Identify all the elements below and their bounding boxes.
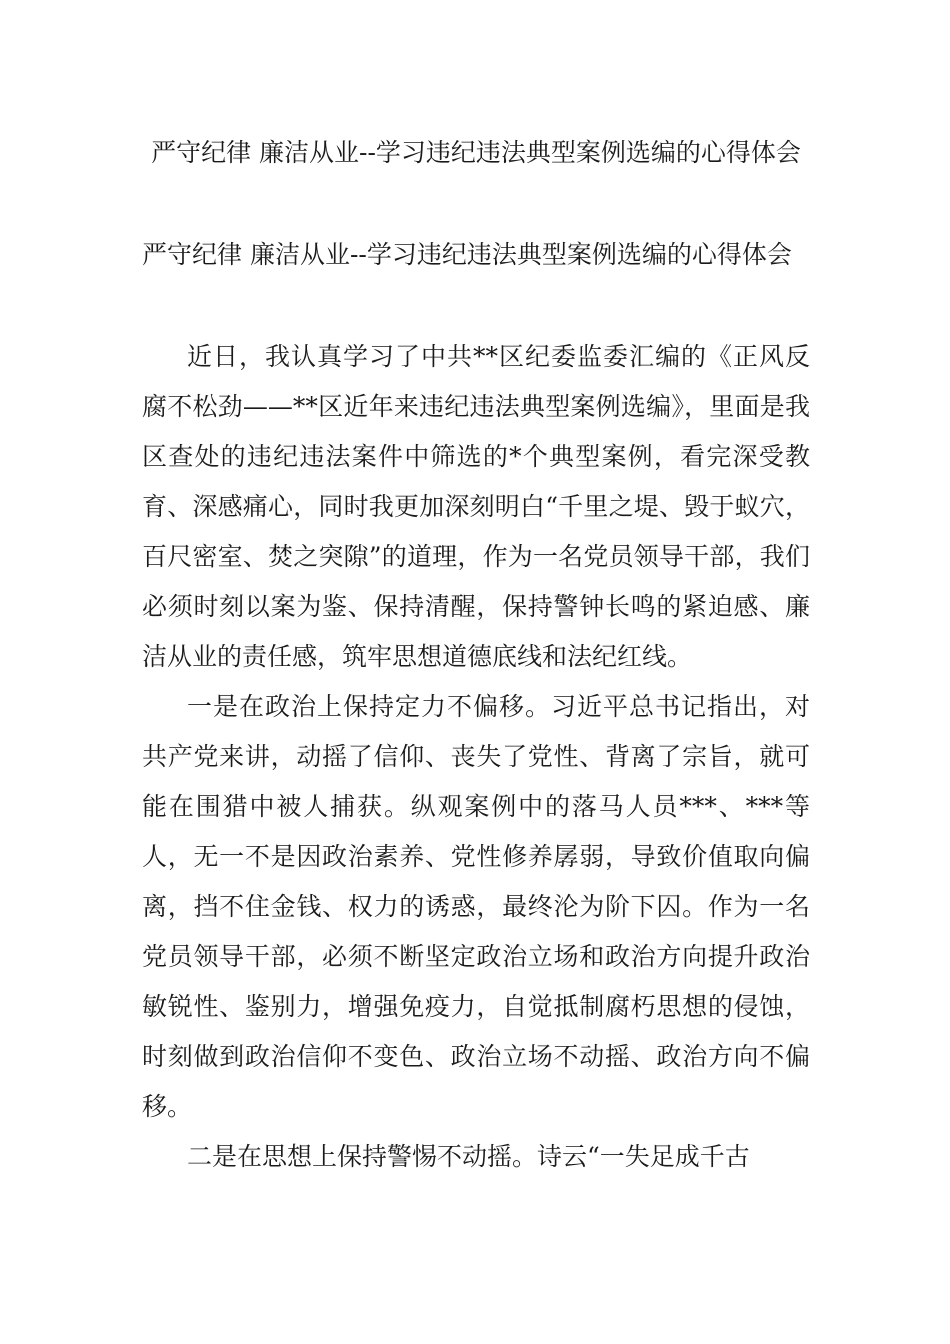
paragraph-point-one: 一是在政治上保持定力不偏移。习近平总书记指出，对共产党来讲，动摇了信仰、丧失了党性、背离了宗旨，就可能在围猎中被人捕获。纵观案例中的落马人员***、***等人，无一不是因政治素养、党性修养孱弱，导致价值取向偏离，挡不住金钱、权力的诱惑，最终沦为阶下囚。作为一名党员领导干部，必须不断坚定政治立场和政治方向提升政治敏锐性、鉴别力，增强免疫力，自觉抵制腐朽思想的侵蚀，时刻做到政治信仰不变色、政治立场不动摇、政治方向不偏移。: [142, 692, 810, 1121]
paragraph-point-two: 二是在思想上保持警惕不动摇。诗云“一失足成千古: [187, 1142, 750, 1171]
document-subtitle: 严守纪律 廉洁从业--学习违纪违法典型案例选编的心得体会: [142, 240, 792, 269]
document-body: [142, 332, 810, 1182]
document-title: 严守纪律 廉洁从业--学习违纪违法典型案例选编的心得体会: [151, 138, 801, 167]
paragraph-intro: 近日，我认真学习了中共**区纪委监委汇编的《正风反腐不松劲——**区近年来违纪违法典型案例选编》，里面是我区查处的违纪违法案件中筛选的*个典型案例，看完深受教育、深感痛心，同时我更加深刻明白“千里之堤、毁于蚁穴，百尺密室、焚之突隙”的道理，作为一名党员领导干部，我们必须时刻以案为鉴、保持清醒，保持警钟长鸣的紧迫感、廉洁从业的责任感，筑牢思想道德底线和法纪红线。: [142, 342, 810, 671]
